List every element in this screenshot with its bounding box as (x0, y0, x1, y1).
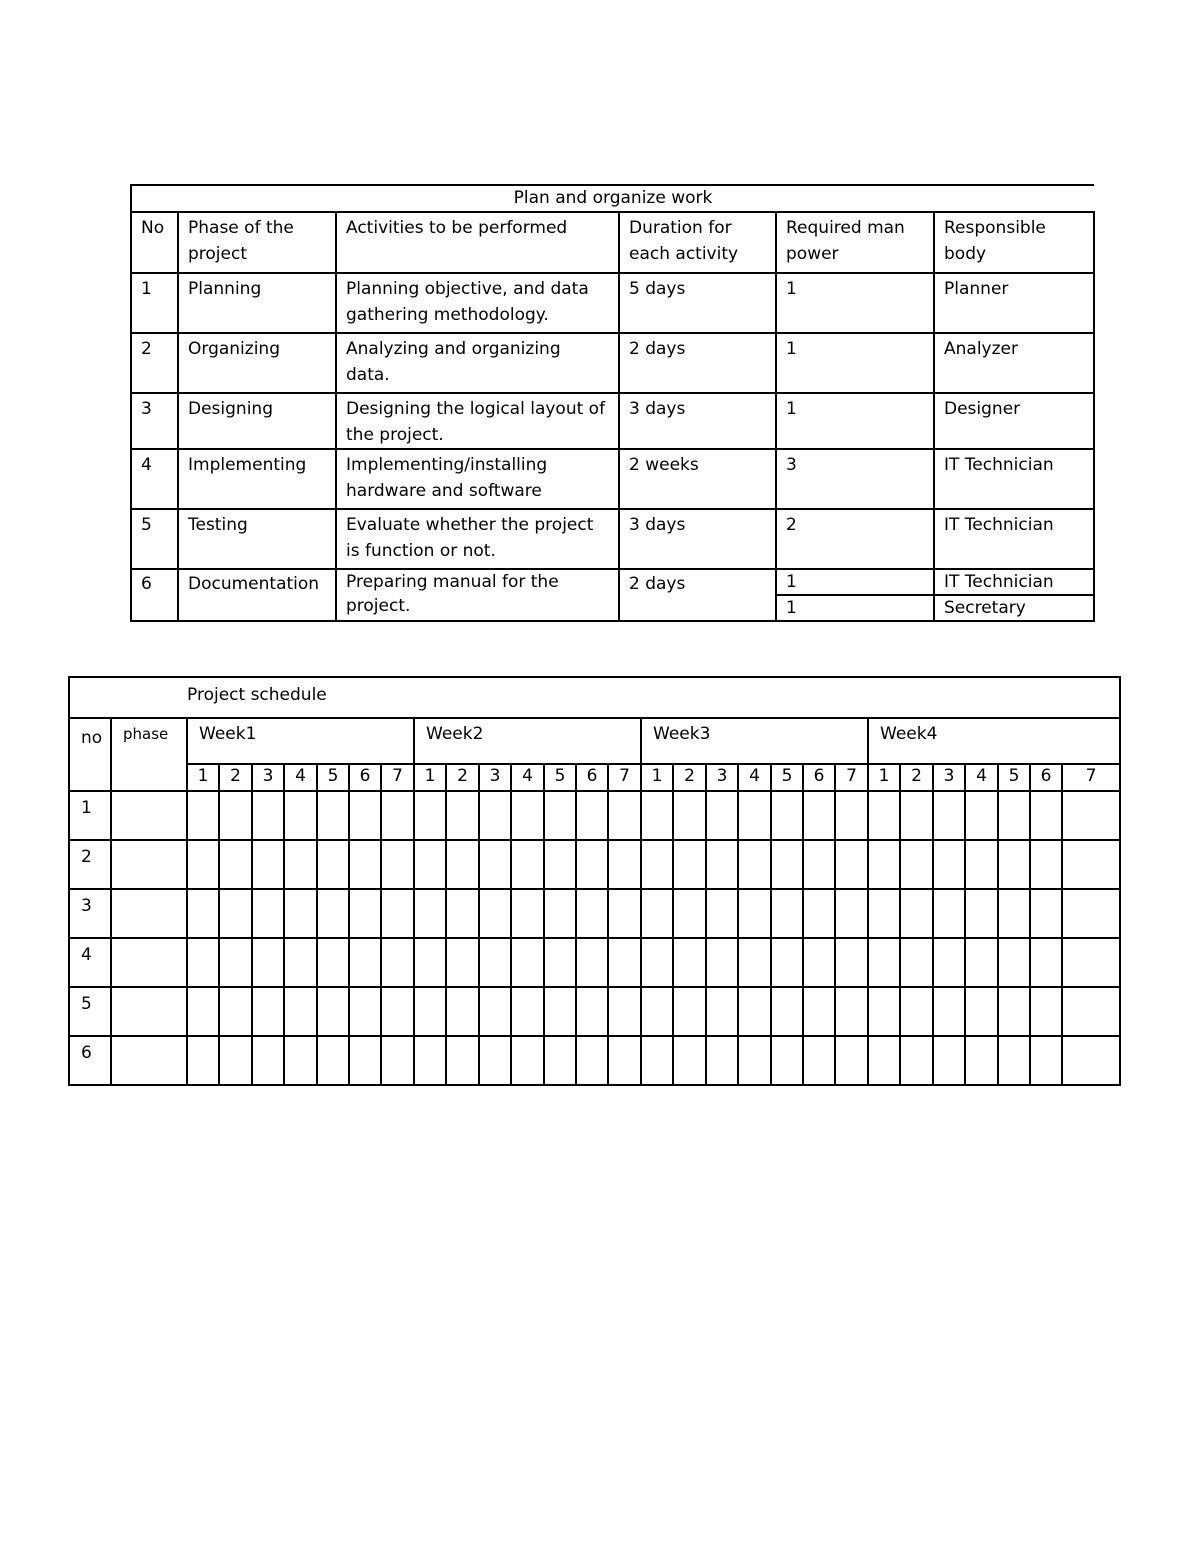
schedule-day-cell[interactable] (414, 791, 446, 840)
schedule-day-cell[interactable] (998, 791, 1030, 840)
schedule-day-cell[interactable] (641, 840, 673, 889)
plan-title: Plan and organize work (131, 185, 1094, 212)
header-responsible: Responsible body (934, 212, 1094, 273)
schedule-day-cell[interactable] (803, 840, 835, 889)
schedule-day-cell[interactable] (803, 938, 835, 987)
schedule-day-cell[interactable] (349, 889, 381, 938)
schedule-day-cell[interactable] (641, 987, 673, 1036)
row-phase: Implementing (178, 449, 336, 509)
day-header: 2 (219, 764, 252, 791)
day-header: 6 (803, 764, 835, 791)
schedule-day-cell[interactable] (479, 1036, 511, 1085)
schedule-day-cell[interactable] (706, 791, 738, 840)
row-body: Planner (934, 273, 1094, 333)
schedule-day-cell[interactable] (446, 791, 479, 840)
schedule-day-cell[interactable] (965, 1036, 998, 1085)
schedule-day-cell[interactable] (900, 791, 933, 840)
schedule-day-cell[interactable] (673, 889, 706, 938)
schedule-day-cell[interactable] (998, 889, 1030, 938)
schedule-day-cell[interactable] (965, 791, 998, 840)
schedule-day-cell[interactable] (381, 791, 414, 840)
schedule-day-cell[interactable] (511, 791, 544, 840)
header-manpower: Required man power (776, 212, 934, 273)
row-no: 1 (131, 273, 178, 333)
schedule-day-cell[interactable] (252, 938, 284, 987)
schedule-day-cell[interactable] (252, 791, 284, 840)
schedule-day-cell[interactable] (933, 1036, 965, 1085)
schedule-day-cell[interactable] (511, 889, 544, 938)
schedule-day-cell[interactable] (479, 938, 511, 987)
header-phase: phase (111, 718, 187, 791)
schedule-day-cell[interactable] (187, 938, 219, 987)
schedule-day-cell[interactable] (771, 1036, 803, 1085)
schedule-day-cell[interactable] (187, 987, 219, 1036)
schedule-day-cell[interactable] (479, 987, 511, 1036)
schedule-day-cell[interactable] (349, 791, 381, 840)
row-duration: 2 days (619, 569, 776, 621)
row-no: 3 (131, 393, 178, 449)
schedule-day-cell[interactable] (738, 1036, 771, 1085)
header-activities: Activities to be performed (336, 212, 619, 273)
schedule-title: Project schedule (69, 677, 1120, 718)
schedule-day-cell[interactable] (706, 840, 738, 889)
day-header: 3 (706, 764, 738, 791)
row-manpower: 1 (776, 333, 934, 393)
schedule-day-cell[interactable] (673, 987, 706, 1036)
table-row (131, 509, 1094, 569)
header-phase: Phase of the project (178, 212, 336, 273)
day-header: 3 (252, 764, 284, 791)
day-header: 7 (608, 764, 641, 791)
day-header: 3 (933, 764, 965, 791)
schedule-day-cell[interactable] (900, 987, 933, 1036)
plan-header-row (131, 212, 1094, 273)
row-duration: 2 days (619, 333, 776, 393)
schedule-day-cell[interactable] (219, 889, 252, 938)
schedule-row (69, 840, 1120, 889)
schedule-day-cell[interactable] (576, 889, 608, 938)
schedule-row (69, 987, 1120, 1036)
schedule-day-cell[interactable] (284, 938, 317, 987)
schedule-day-cell[interactable] (544, 1036, 576, 1085)
header-duration: Duration for each activity (619, 212, 776, 273)
schedule-day-cell[interactable] (1030, 840, 1062, 889)
day-header: 1 (187, 764, 219, 791)
day-header: 1 (414, 764, 446, 791)
schedule-day-cell[interactable] (933, 791, 965, 840)
schedule-day-cell[interactable] (349, 938, 381, 987)
row-activity: Evaluate whether the project is function or not. (336, 509, 619, 569)
schedule-day-cell[interactable] (252, 1036, 284, 1085)
schedule-day-cell[interactable] (835, 938, 868, 987)
schedule-day-cell[interactable] (965, 889, 998, 938)
row-duration: 3 days (619, 393, 776, 449)
schedule-day-cell[interactable] (803, 889, 835, 938)
schedule-day-cell[interactable] (284, 889, 317, 938)
schedule-day-cell[interactable] (933, 938, 965, 987)
schedule-day-cell[interactable] (446, 987, 479, 1036)
schedule-day-cell[interactable] (608, 1036, 641, 1085)
schedule-day-cell[interactable] (771, 987, 803, 1036)
row-activity: Analyzing and organizing data. (336, 333, 619, 393)
week-header: Week1 (187, 718, 414, 764)
schedule-day-cell[interactable] (381, 840, 414, 889)
row-manpower: 1 (776, 273, 934, 333)
day-header: 2 (673, 764, 706, 791)
schedule-day-cell[interactable] (446, 938, 479, 987)
schedule-day-cell[interactable] (1030, 987, 1062, 1036)
schedule-row-no: 1 (69, 791, 111, 840)
schedule-day-cell[interactable] (511, 1036, 544, 1085)
header-no: no (69, 718, 111, 791)
schedule-day-cell[interactable] (317, 938, 349, 987)
row-activity: Designing the logical layout of the project. (336, 393, 619, 449)
schedule-day-cell[interactable] (479, 840, 511, 889)
schedule-day-cell[interactable] (511, 987, 544, 1036)
day-header: 2 (446, 764, 479, 791)
day-header: 6 (576, 764, 608, 791)
schedule-day-cell[interactable] (1030, 889, 1062, 938)
row-duration: 5 days (619, 273, 776, 333)
schedule-day-cell[interactable] (414, 1036, 446, 1085)
schedule-day-cell[interactable] (803, 1036, 835, 1085)
schedule-day-cell[interactable] (252, 889, 284, 938)
schedule-row (69, 791, 1120, 840)
row-activity: Implementing/installing hardware and software (336, 449, 619, 509)
schedule-day-cell[interactable] (349, 840, 381, 889)
schedule-day-cell[interactable] (544, 840, 576, 889)
day-header: 4 (511, 764, 544, 791)
schedule-day-cell[interactable] (641, 791, 673, 840)
day-header: 6 (349, 764, 381, 791)
day-header: 5 (544, 764, 576, 791)
schedule-day-cell[interactable] (349, 987, 381, 1036)
schedule-day-cell[interactable] (998, 1036, 1030, 1085)
schedule-day-cell[interactable] (219, 840, 252, 889)
row-body: Analyzer (934, 333, 1094, 393)
table-row (131, 393, 1094, 449)
schedule-day-cell[interactable] (933, 840, 965, 889)
schedule-day-cell[interactable] (446, 889, 479, 938)
week-header: Week3 (641, 718, 868, 764)
day-header: 6 (1030, 764, 1062, 791)
row-duration: 3 days (619, 509, 776, 569)
day-header: 4 (965, 764, 998, 791)
schedule-day-cell[interactable] (381, 987, 414, 1036)
schedule-phase-cell[interactable] (111, 938, 187, 987)
schedule-day-cell[interactable] (187, 791, 219, 840)
schedule-phase-cell[interactable] (111, 840, 187, 889)
schedule-day-cell[interactable] (576, 938, 608, 987)
schedule-day-cell[interactable] (706, 1036, 738, 1085)
row-body: IT Technician (934, 449, 1094, 509)
schedule-day-cell[interactable] (1030, 938, 1062, 987)
plan-table (130, 184, 1095, 622)
row-manpower: 1 (776, 569, 934, 595)
schedule-day-cell[interactable] (641, 889, 673, 938)
schedule-day-cell[interactable] (511, 938, 544, 987)
schedule-day-cell[interactable] (544, 889, 576, 938)
schedule-day-cell[interactable] (1062, 1036, 1120, 1085)
schedule-day-cell[interactable] (479, 791, 511, 840)
schedule-day-cell[interactable] (317, 1036, 349, 1085)
schedule-day-cell[interactable] (284, 840, 317, 889)
schedule-day-cell[interactable] (187, 889, 219, 938)
schedule-row-no: 6 (69, 1036, 111, 1085)
day-header: 7 (381, 764, 414, 791)
schedule-day-cell[interactable] (998, 840, 1030, 889)
schedule-day-cell[interactable] (738, 987, 771, 1036)
schedule-day-cell[interactable] (1062, 938, 1120, 987)
table-row (131, 273, 1094, 333)
schedule-day-cell[interactable] (771, 840, 803, 889)
schedule-day-cell[interactable] (868, 840, 900, 889)
schedule-day-cell[interactable] (835, 889, 868, 938)
schedule-day-cell[interactable] (576, 1036, 608, 1085)
schedule-day-cell[interactable] (933, 987, 965, 1036)
week-header: Week2 (414, 718, 641, 764)
schedule-day-cell[interactable] (673, 840, 706, 889)
schedule-day-cell[interactable] (576, 840, 608, 889)
row-phase: Testing (178, 509, 336, 569)
schedule-day-cell[interactable] (771, 889, 803, 938)
schedule-row-no: 3 (69, 889, 111, 938)
schedule-row-no: 5 (69, 987, 111, 1036)
row-manpower: 3 (776, 449, 934, 509)
schedule-day-cell[interactable] (544, 987, 576, 1036)
schedule-day-cell[interactable] (608, 889, 641, 938)
schedule-day-cell[interactable] (900, 840, 933, 889)
schedule-day-cell[interactable] (608, 840, 641, 889)
schedule-day-cell[interactable] (219, 1036, 252, 1085)
schedule-day-cell[interactable] (868, 938, 900, 987)
day-header: 1 (868, 764, 900, 791)
schedule-day-cell[interactable] (771, 938, 803, 987)
schedule-day-cell[interactable] (965, 987, 998, 1036)
table-row (131, 569, 1094, 595)
schedule-day-cell[interactable] (349, 1036, 381, 1085)
schedule-day-cell[interactable] (317, 889, 349, 938)
schedule-day-cell[interactable] (219, 938, 252, 987)
schedule-day-cell[interactable] (1062, 791, 1120, 840)
day-header: 3 (479, 764, 511, 791)
schedule-day-cell[interactable] (868, 889, 900, 938)
row-no: 2 (131, 333, 178, 393)
row-body-2: Secretary (934, 595, 1094, 621)
day-header: 1 (641, 764, 673, 791)
schedule-day-cell[interactable] (544, 791, 576, 840)
schedule-day-cell[interactable] (1062, 840, 1120, 889)
day-header: 5 (317, 764, 349, 791)
schedule-day-cell[interactable] (900, 938, 933, 987)
table-row (131, 333, 1094, 393)
schedule-day-cell[interactable] (284, 1036, 317, 1085)
row-manpower: 2 (776, 509, 934, 569)
schedule-row (69, 1036, 1120, 1085)
schedule-day-cell[interactable] (738, 791, 771, 840)
schedule-day-cell[interactable] (284, 987, 317, 1036)
schedule-day-cell[interactable] (900, 1036, 933, 1085)
day-header: 4 (284, 764, 317, 791)
row-body: Designer (934, 393, 1094, 449)
schedule-day-cell[interactable] (835, 987, 868, 1036)
schedule-row-no: 2 (69, 840, 111, 889)
schedule-phase-cell[interactable] (111, 791, 187, 840)
schedule-day-cell[interactable] (673, 1036, 706, 1085)
row-no: 5 (131, 509, 178, 569)
schedule-day-cell[interactable] (317, 987, 349, 1036)
schedule-day-cell[interactable] (608, 791, 641, 840)
day-header: 4 (738, 764, 771, 791)
row-phase: Organizing (178, 333, 336, 393)
schedule-day-cell[interactable] (965, 840, 998, 889)
row-activity: Preparing manual for the project. (336, 569, 619, 621)
row-phase: Planning (178, 273, 336, 333)
schedule-phase-cell[interactable] (111, 1036, 187, 1085)
schedule-day-cell[interactable] (868, 1036, 900, 1085)
day-header: 7 (835, 764, 868, 791)
schedule-day-cell[interactable] (673, 938, 706, 987)
schedule-day-cell[interactable] (1062, 987, 1120, 1036)
schedule-day-cell[interactable] (738, 889, 771, 938)
schedule-day-cell[interactable] (414, 889, 446, 938)
schedule-day-cell[interactable] (998, 938, 1030, 987)
schedule-phase-cell[interactable] (111, 889, 187, 938)
row-phase: Documentation (178, 569, 336, 621)
schedule-day-cell[interactable] (933, 889, 965, 938)
row-body: IT Technician (934, 569, 1094, 595)
schedule-day-cell[interactable] (835, 840, 868, 889)
schedule-day-cell[interactable] (608, 987, 641, 1036)
row-phase: Designing (178, 393, 336, 449)
row-no: 4 (131, 449, 178, 509)
schedule-day-cell[interactable] (187, 1036, 219, 1085)
schedule-day-cell[interactable] (900, 889, 933, 938)
schedule-day-cell[interactable] (252, 987, 284, 1036)
table-row (131, 449, 1094, 509)
schedule-day-cell[interactable] (738, 938, 771, 987)
schedule-day-cell[interactable] (252, 840, 284, 889)
schedule-day-cell[interactable] (317, 791, 349, 840)
row-no: 6 (131, 569, 178, 621)
schedule-row (69, 938, 1120, 987)
schedule-day-cell[interactable] (738, 840, 771, 889)
schedule-day-cell[interactable] (641, 938, 673, 987)
schedule-day-cell[interactable] (673, 791, 706, 840)
schedule-day-cell[interactable] (706, 987, 738, 1036)
schedule-day-cell[interactable] (868, 987, 900, 1036)
schedule-day-cell[interactable] (479, 889, 511, 938)
day-header: 2 (900, 764, 933, 791)
schedule-day-cell[interactable] (381, 889, 414, 938)
schedule-day-cell[interactable] (187, 840, 219, 889)
schedule-day-cell[interactable] (576, 987, 608, 1036)
schedule-row-no: 4 (69, 938, 111, 987)
schedule-day-cell[interactable] (381, 1036, 414, 1085)
schedule-day-cell[interactable] (446, 1036, 479, 1085)
schedule-day-cell[interactable] (868, 791, 900, 840)
schedule-day-cell[interactable] (771, 791, 803, 840)
schedule-day-cell[interactable] (803, 987, 835, 1036)
day-header: 5 (771, 764, 803, 791)
schedule-day-cell[interactable] (641, 1036, 673, 1085)
schedule-day-cell[interactable] (544, 938, 576, 987)
schedule-phase-cell[interactable] (111, 987, 187, 1036)
schedule-day-cell[interactable] (317, 840, 349, 889)
schedule-day-cell[interactable] (998, 987, 1030, 1036)
schedule-day-cell[interactable] (835, 1036, 868, 1085)
schedule-day-cell[interactable] (706, 889, 738, 938)
row-manpower: 1 (776, 393, 934, 449)
week-header: Week4 (868, 718, 1120, 764)
schedule-day-cell[interactable] (835, 791, 868, 840)
schedule-day-cell[interactable] (1030, 1036, 1062, 1085)
schedule-day-cell[interactable] (803, 791, 835, 840)
schedule-day-cell[interactable] (576, 791, 608, 840)
schedule-day-cell[interactable] (446, 840, 479, 889)
day-header: 7 (1062, 764, 1120, 791)
schedule-day-cell[interactable] (965, 938, 998, 987)
schedule-day-cell[interactable] (219, 791, 252, 840)
row-activity: Planning objective, and data gathering methodology. (336, 273, 619, 333)
schedule-day-cell[interactable] (381, 938, 414, 987)
schedule-day-cell[interactable] (1062, 889, 1120, 938)
schedule-day-cell[interactable] (414, 840, 446, 889)
header-no: No (131, 212, 178, 273)
day-header: 5 (998, 764, 1030, 791)
schedule-day-cell[interactable] (511, 840, 544, 889)
schedule-day-cell[interactable] (414, 938, 446, 987)
schedule-table (68, 676, 1121, 1086)
schedule-day-cell[interactable] (284, 791, 317, 840)
row-manpower-2: 1 (776, 595, 934, 621)
schedule-day-cell[interactable] (608, 938, 641, 987)
schedule-day-cell[interactable] (1030, 791, 1062, 840)
row-duration: 2 weeks (619, 449, 776, 509)
row-body: IT Technician (934, 509, 1094, 569)
schedule-day-cell[interactable] (219, 987, 252, 1036)
schedule-day-cell[interactable] (706, 938, 738, 987)
schedule-day-cell[interactable] (414, 987, 446, 1036)
schedule-row (69, 889, 1120, 938)
